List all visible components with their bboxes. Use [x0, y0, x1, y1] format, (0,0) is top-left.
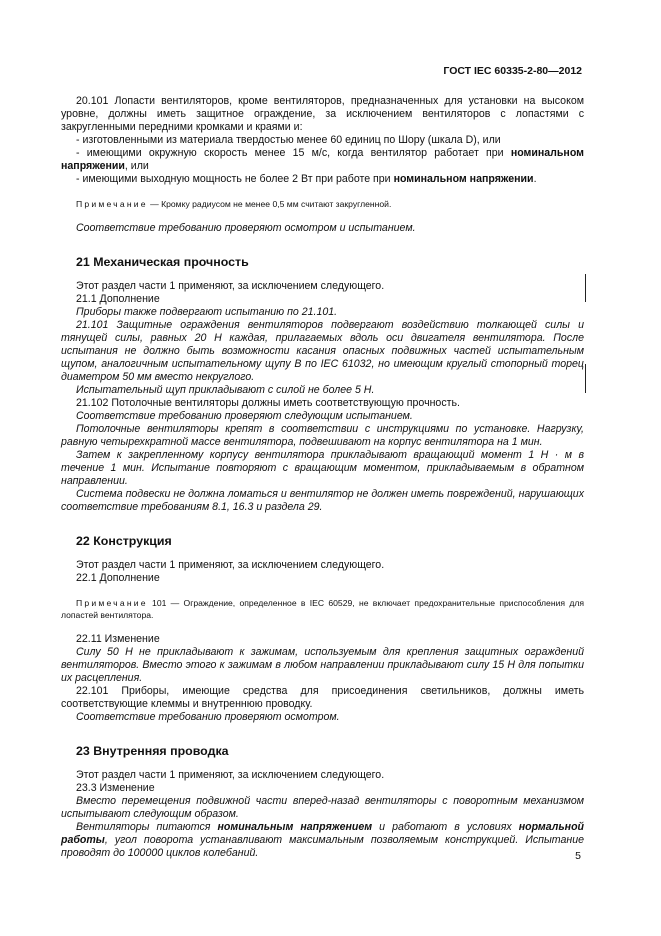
note: Примечание 101 — Ограждение, определенное в IEC 60529, не включает предохранительные приспособления для лопастей вентилятора.	[61, 598, 584, 620]
paragraph: Затем к закрепленному корпусу вентилятора прикладывают вращающий момент 1 Н · м в течение 1 мин. Испытание повторяют с вращающим моментом, прикладываемым в обратном направлении.	[61, 449, 584, 487]
paragraph: Силу 50 Н не прикладывают к зажимам, используемым для крепления защитных ограждений вентиляторов. Вместо этого к зажимам в любом направлении прикладывают силу 15 Н для попытки их расцепления.	[61, 646, 584, 684]
paragraph: Система подвески не должна ломаться и вентилятор не должен иметь повреждений, нарушающих соответствие требованиям 8.1, 16.3 и раздела 29.	[61, 488, 584, 513]
paragraph: Приборы также подвергают испытанию по 21.101.	[76, 306, 338, 318]
clause-23-3: 23.3 Изменение	[76, 782, 155, 794]
compliance-text: Соответствие требованию проверяют осмотром.	[76, 711, 340, 723]
clause-21-101: 21.101 Защитные ограждения вентиляторов подвергают воздействию толкающей силы и тянущей силы, равных 20 Н каждая, прилагаемых вдоль оси двигателя вентилятора. После испытания не должно быть возможности касания опасных подвижных частей испытательным щупом, аналогичным испытательному щупу B по IEC 61032, но имеющим круглый стопорный торец диаметром 50 мм вместо некруглого.	[61, 319, 584, 383]
document-body	[61, 95, 584, 860]
clause-22-101: 22.101 Приборы, имеющие средства для присоединения светильников, должны иметь соответствующие клеммы и внутреннюю проводку.	[61, 685, 584, 710]
paragraph: Вентиляторы питаются номинальным напряжением и работают в условиях нормальной работы, угол поворота устанавливают максимальным позволяемым конструкцией. Испытание проводят до 100000 циклов колебаний.	[61, 821, 585, 859]
page-number: 5	[575, 850, 581, 862]
paragraph: Этот раздел части 1 применяют, за исключением следующего.	[76, 769, 385, 781]
paragraph: Вместо перемещения подвижной части вперед-назад вентиляторы с поворотным механизмом испытывают следующим образом.	[61, 795, 584, 820]
section-title: 21 Механическая прочность	[76, 255, 249, 269]
list-item: - изготовленными из материала твердостью менее 60 единиц по Шору (шкала D), или	[76, 134, 501, 146]
note: Примечание — Кромку радиусом не менее 0,5 мм считают закругленной.	[76, 199, 392, 209]
change-bar	[585, 364, 586, 393]
section-title: 22 Конструкция	[76, 534, 172, 548]
compliance-text: Соответствие требованию проверяют следующим испытанием.	[76, 410, 413, 422]
standard-header: ГОСТ IEC 60335-2-80—2012	[443, 65, 582, 77]
list-item: - имеющими выходную мощность не более 2 Вт при работе при номинальном напряжении.	[76, 173, 537, 185]
list-item: - имеющими окружную скорость менее 15 м/с, когда вентилятор работает при номинальном напряжении, или	[61, 147, 584, 172]
clause-22-11: 22.11 Изменение	[76, 633, 160, 645]
clause-21-1: 21.1 Дополнение	[76, 293, 160, 305]
paragraph: Этот раздел части 1 применяют, за исключением следующего.	[76, 559, 385, 571]
paragraph: Этот раздел части 1 применяют, за исключением следующего.	[76, 280, 385, 292]
change-bar	[585, 274, 586, 302]
paragraph: Потолочные вентиляторы крепят в соответствии с инструкциями по установке. Нагрузку, равную четырехкратной массе вентилятора, подвешивают на корпус вентилятора на 1 мин.	[61, 423, 584, 448]
clause-22-1: 22.1 Дополнение	[76, 572, 160, 584]
clause-20-101: 20.101 Лопасти вентиляторов, кроме вентиляторов, предназначенных для установки на высоком уровне, должны иметь защитное ограждение, за исключением вентиляторов с лопастями с закругленными передними кромками и краями и:	[61, 95, 584, 133]
clause-21-102: 21.102 Потолочные вентиляторы должны иметь соответствующую прочность.	[76, 397, 460, 409]
compliance-text: Соответствие требованию проверяют осмотром и испытанием.	[76, 222, 416, 234]
paragraph: Испытательный щуп прикладывают с силой не более 5 Н.	[76, 384, 375, 396]
section-title: 23 Внутренняя проводка	[76, 744, 229, 758]
